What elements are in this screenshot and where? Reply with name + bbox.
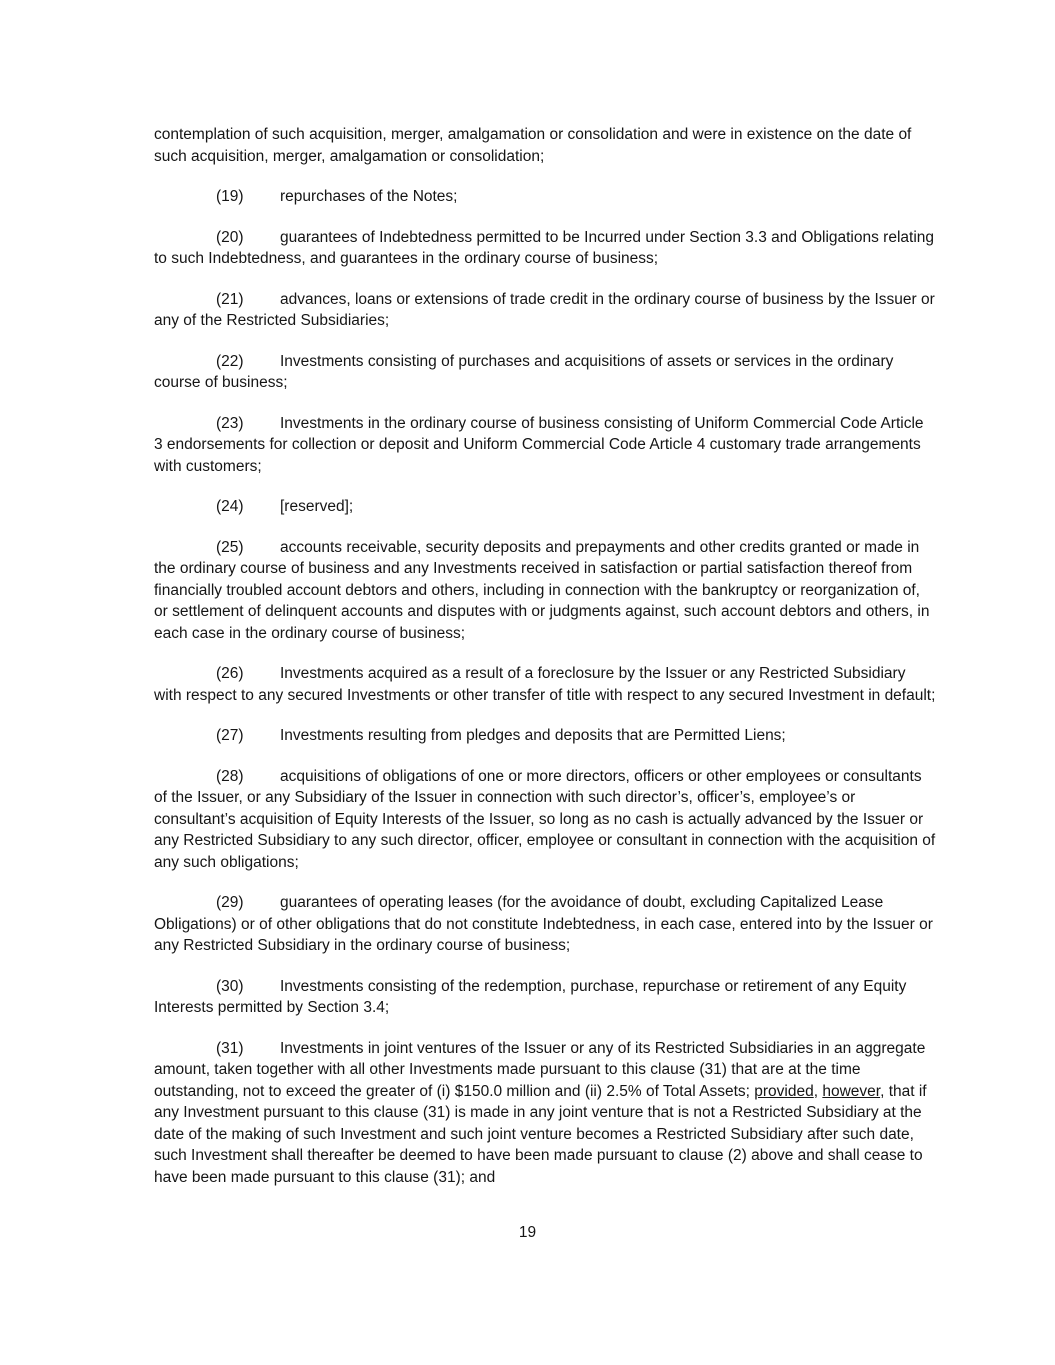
clause-text-segment: accounts receivable, security deposits and prepayments and other credits granted or made in the ordinary course of business and any Investments received in satisfaction or partial satisfaction thereof from financially troubled account debtors and others, including in connection with the bankruptcy or reorganization of, or settlement of delinquent accounts and disputes with or judgments against, such account debtors and others, in each case in the ordinary course of business;: [154, 538, 930, 642]
clause-number: (30): [216, 977, 244, 995]
clause-paragraph: [154, 496, 936, 518]
clause-paragraph: [154, 289, 936, 332]
clause-paragraph: [154, 976, 936, 1019]
clause-number: (25): [216, 538, 244, 556]
page-number: 19: [518, 1224, 537, 1241]
clause-number: (20): [216, 228, 244, 246]
clause-paragraph: [154, 537, 936, 645]
clause-number: (24): [216, 498, 244, 515]
clause-text-segment: Investments consisting of the redemption, purchase, repurchase or retirement of any Equity Interests permitted by Section 3.4;: [154, 977, 907, 1016]
clause-text-segment: ,: [813, 1082, 823, 1100]
clause-number: (29): [216, 894, 244, 911]
clause-text-segment: Investments consisting of purchases and acquisitions of assets or services in the ordinary course of business;: [154, 352, 894, 391]
page-content: [154, 124, 936, 1188]
clause-paragraph: [154, 227, 936, 270]
clause-paragraph: [154, 1038, 936, 1189]
clause-number: (23): [216, 414, 244, 432]
clause-text-segment: [reserved];: [280, 498, 354, 515]
clause-text-segment: acquisitions of obligations of one or more directors, officers or other employees or consultants of the Issuer, or any Subsidiary of the Issuer in connection with such director’s, officer’s, employee’s or consultant’s acquisition of Equity Interests of the Issuer, so long as no cash is actually advanced by the Issuer or any Restricted Subsidiary to any such director, officer, employee or consultant in connection with the acquisition of any such obligations;: [154, 767, 936, 871]
clause-text: [154, 1040, 927, 1186]
clause-text-segment: Investments in the ordinary course of business consisting of Uniform Commercial Code Article 3 endorsements for collection or deposit and Uniform Commercial Code Article 4 customary trade arrangements with customers;: [154, 414, 924, 475]
clause-text: [280, 727, 786, 744]
clause-paragraph: [154, 186, 936, 208]
clause-text-segment: guarantees of operating leases (for the avoidance of doubt, excluding Capitalized Lease Obligations) or of other obligations that do not constitute Indebtedness, in each case, entered into by the Issuer or any Restricted Subsidiary in the ordinary course of business;: [154, 894, 933, 954]
clause-number: (27): [216, 727, 244, 744]
clause-list: [154, 186, 936, 1188]
clause-text: [280, 498, 353, 515]
clause-paragraph: [154, 663, 936, 706]
clause-paragraph: [154, 766, 936, 874]
continuation-paragraph: contemplation of such acquisition, merger, amalgamation or consolidation and were in existence on the date of such acquisition, merger, amalgamation or consolidation;: [154, 126, 912, 165]
clause-paragraph: [154, 351, 936, 394]
clause-number: (21): [216, 290, 244, 308]
clause-text-segment: guarantees of Indebtedness permitted to be Incurred under Section 3.3 and Obligations relating to such Indebtedness, and guarantees in the ordinary course of business;: [154, 228, 935, 267]
clause-number: (19): [216, 188, 244, 205]
clause-text-segment: Investments resulting from pledges and deposits that are Permitted Liens;: [280, 727, 786, 744]
clause-text-segment: Investments acquired as a result of a foreclosure by the Issuer or any Restricted Subsidiary with respect to any secured Investments or other transfer of title with respect to any secured Investment in default;: [154, 665, 936, 704]
clause-paragraph: [154, 725, 936, 747]
underlined-term: provided: [754, 1082, 814, 1100]
clause-number: (26): [216, 665, 244, 682]
clause-number: (22): [216, 352, 244, 370]
clause-text-segment: Investments in joint ventures of the Issuer or any of its Restricted Subsidiaries in an aggregate amount, taken together with all other Investments made pursuant to this clause (31) that are at the time outstanding, not to exceed the greater of (i) $150.0 million and (ii) 2.5% of Total Assets;: [154, 1039, 926, 1100]
clause-paragraph: [154, 413, 936, 478]
underlined-term: however: [822, 1082, 881, 1100]
clause-text: [280, 188, 458, 205]
clause-text-segment: , that if any Investment pursuant to this clause (31) is made in any joint venture that is not a Restricted Subsidiary at the date of the making of such Investment and such joint venture becomes a Restricted Subsidiary after such date, such Investment shall thereafter be deemed to have been made pursuant to clause (2) above and shall cease to have been made pursuant to this clause (31); and: [154, 1082, 927, 1186]
clause-number: (31): [216, 1039, 244, 1057]
clause-paragraph: [154, 892, 936, 957]
clause-text-segment: advances, loans or extensions of trade credit in the ordinary course of business by the Issuer or any of the Restricted Subsidiaries;: [154, 290, 935, 329]
clause-text-segment: repurchases of the Notes;: [280, 188, 458, 205]
clause-number: (28): [216, 767, 244, 785]
